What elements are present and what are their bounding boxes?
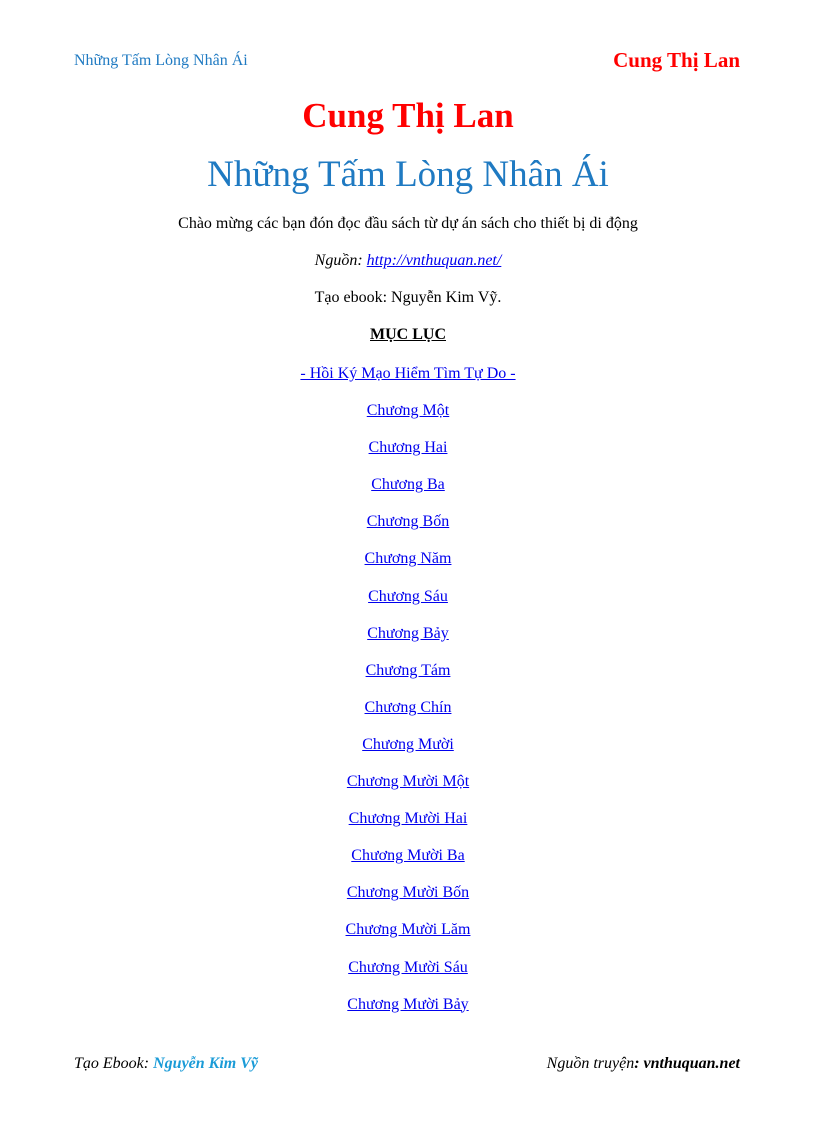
table-of-contents bbox=[0, 363, 816, 1031]
toc-link-prologue[interactable]: - Hồi Ký Mạo Hiểm Tìm Tự Do - bbox=[300, 365, 516, 382]
toc-link-chapter-1[interactable]: Chương Một bbox=[366, 402, 450, 420]
toc-item bbox=[0, 808, 816, 845]
source-label: Nguồn: bbox=[314, 252, 367, 269]
toc-item bbox=[0, 845, 816, 882]
toc-item bbox=[0, 474, 816, 511]
toc-link-chapter-3[interactable]: Chương Ba bbox=[371, 476, 445, 494]
footer-credit-name: Nguyễn Kim Vỹ bbox=[153, 1055, 258, 1072]
toc-item bbox=[0, 548, 816, 585]
toc-link-chapter-17[interactable]: Chương Mười Bảy bbox=[347, 995, 469, 1013]
toc-link-chapter-7[interactable]: Chương Bảy bbox=[367, 624, 449, 642]
toc-link-chapter-13[interactable]: Chương Mười Ba bbox=[351, 847, 465, 865]
footer-source-site: vnthuquan.net bbox=[643, 1055, 740, 1072]
toc-link-chapter-9[interactable]: Chương Chín bbox=[364, 698, 452, 716]
author-title: Cung Thị Lan bbox=[302, 96, 514, 135]
toc-item bbox=[0, 771, 816, 808]
toc-item bbox=[0, 400, 816, 437]
toc-item bbox=[0, 623, 816, 660]
footer-ebook-credit bbox=[74, 1055, 258, 1073]
running-header-book-title: Những Tấm Lòng Nhân Ái bbox=[74, 52, 248, 69]
toc-link-chapter-14[interactable]: Chương Mười Bốn bbox=[346, 884, 470, 902]
toc-item bbox=[0, 957, 816, 994]
toc-link-chapter-10[interactable]: Chương Mười bbox=[362, 735, 454, 753]
toc-item bbox=[0, 919, 816, 956]
source-link[interactable]: http://vnthuquan.net/ bbox=[366, 252, 502, 269]
toc-link-chapter-12[interactable]: Chương Mười Hai bbox=[348, 810, 468, 828]
toc-item bbox=[0, 437, 816, 474]
footer-source-separator: : bbox=[634, 1055, 644, 1072]
footer-credit-separator: : bbox=[143, 1055, 154, 1072]
running-header-author: Cung Thị Lan bbox=[613, 48, 740, 72]
toc-item bbox=[0, 734, 816, 771]
footer-source-label: Nguồn truyện bbox=[546, 1055, 635, 1072]
welcome-text: Chào mừng các bạn đón đọc đầu sách từ dự án sách cho thiết bị di động bbox=[178, 215, 638, 232]
toc-item bbox=[0, 697, 816, 734]
ebook-creator-text: Tạo ebook: Nguyễn Kim Vỹ. bbox=[314, 289, 502, 306]
footer-credit-label: Tạo Ebook bbox=[74, 1055, 144, 1072]
toc-link-chapter-16[interactable]: Chương Mười Sáu bbox=[348, 958, 468, 976]
toc-link-chapter-2[interactable]: Chương Hai bbox=[368, 439, 448, 457]
toc-link-chapter-8[interactable]: Chương Tám bbox=[365, 661, 451, 679]
toc-item bbox=[0, 994, 816, 1031]
toc-heading: MỤC LỤC bbox=[370, 326, 446, 343]
toc-item bbox=[0, 660, 816, 697]
book-title: Những Tấm Lòng Nhân Ái bbox=[207, 154, 609, 195]
toc-item bbox=[0, 363, 816, 400]
toc-item bbox=[0, 882, 816, 919]
toc-link-chapter-6[interactable]: Chương Sáu bbox=[368, 587, 448, 605]
footer-source bbox=[547, 1055, 740, 1073]
toc-link-chapter-15[interactable]: Chương Mười Lăm bbox=[345, 921, 471, 939]
toc-link-chapter-11[interactable]: Chương Mười Một bbox=[346, 773, 470, 791]
source-line bbox=[0, 252, 816, 270]
toc-link-chapter-5[interactable]: Chương Năm bbox=[364, 550, 452, 568]
toc-item bbox=[0, 586, 816, 623]
toc-item bbox=[0, 511, 816, 548]
toc-link-chapter-4[interactable]: Chương Bốn bbox=[366, 513, 450, 531]
